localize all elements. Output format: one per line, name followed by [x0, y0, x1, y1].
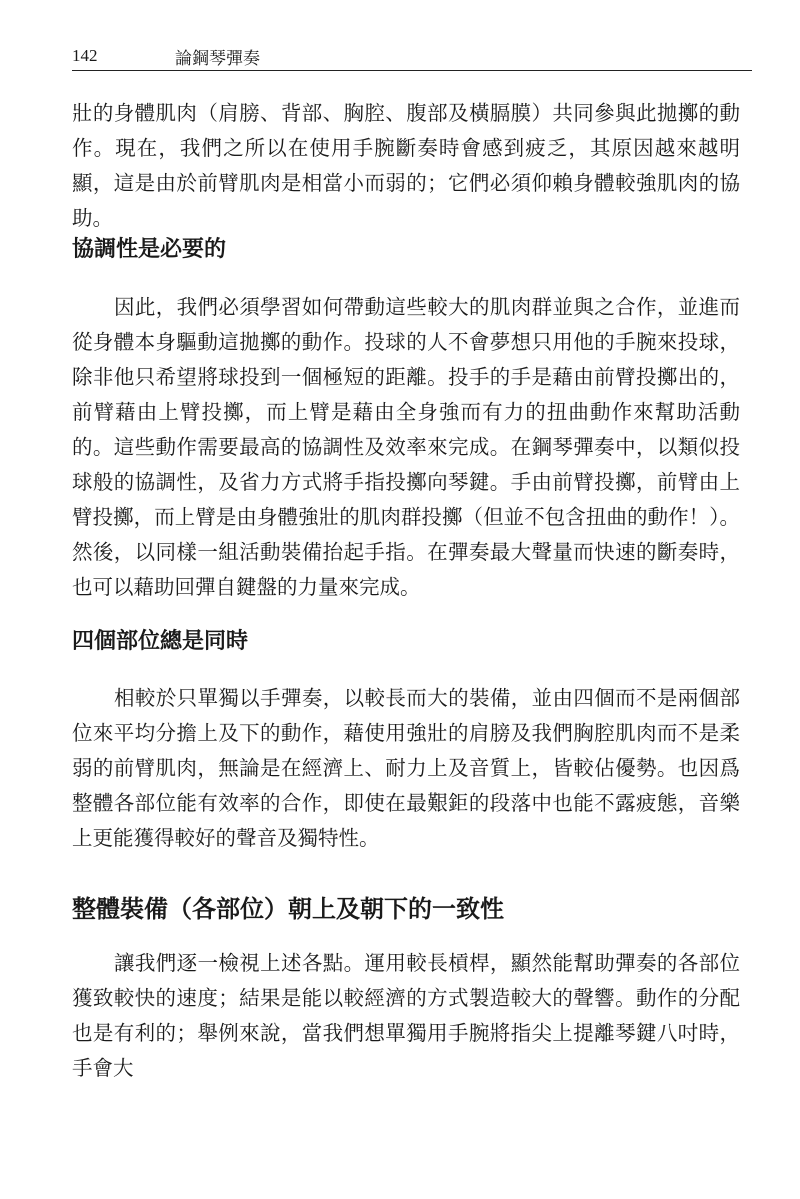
section-heading-unity: 整體裝備（各部位）朝上及朝下的一致性 — [72, 894, 504, 923]
paragraph-four-parts: 相較於只單獨以手彈奏，以較長而大的裝備，並由四個而不是兩個部位來平均分擔上及下的動作，藉使用強壯的肩膀及我們胸腔肌肉而不是柔弱的前臂肌肉，無論是在經濟上、耐力上及音質上，皆較佔優勢。也因爲整體各部位能有效率的合作，即使在最艱鉅的段落中也能不露疲態，音樂上更能獲得較好的聲音及獨特性。 — [72, 686, 740, 850]
paragraph-continuation: 壯的身體肌肉（肩膀、背部、胸腔、腹部及橫膈膜）共同參與此拋擲的動作。現在，我們之所以在使用手腕斷奏時會感到疲乏，其原因越來越明顯，這是由於前臂肌肉是相當小而弱的；它們必須仰賴身體較強肌肉的協助。 — [72, 101, 740, 230]
paragraph-coordination: 因此，我們必須學習如何帶動這些較大的肌肉群並與之合作，並進而從身體本身驅動這拋擲的動作。投球的人不會夢想只用他的手腕來投球，除非他只希望將球投到一個極短的距離。投手的手是藉由前臂投擲出的，前臂藉由上臂投擲，而上臂是藉由全身強而有力的扭曲動作來幫助活動的。這些動作需要最高的協調性及效率來完成。在鋼琴彈奏中，以類似投球般的協調性，及省力方式將手指投擲向琴鍵。手由前臂投擲，前臂由上臂投擲，而上臂是由身體強壯的肌肉群投擲（但並不包含扭曲的動作！）。然後，以同樣一組活動裝備抬起手指。在彈奏最大聲量而快速的斷奏時，也可以藉助回彈自鍵盤的力量來完成。 — [72, 295, 740, 599]
page-header — [72, 40, 752, 71]
running-title: 論鋼琴彈奏 — [175, 49, 260, 69]
page-number: 142 — [72, 46, 98, 65]
paragraph-unity: 讓我們逐一檢視上述各點。運用較長槓桿，顯然能幫助彈奏的各部位獲致較快的速度；結果是能以較經濟的方式製造較大的聲響。動作的分配也是有利的；舉例來說，當我們想單獨用手腕將指尖上提離琴鍵八吋時，手會大 — [72, 951, 740, 1080]
section-heading-coordination: 協調性是必要的 — [72, 236, 227, 262]
section-heading-four-parts: 四個部位總是同時 — [72, 628, 249, 654]
